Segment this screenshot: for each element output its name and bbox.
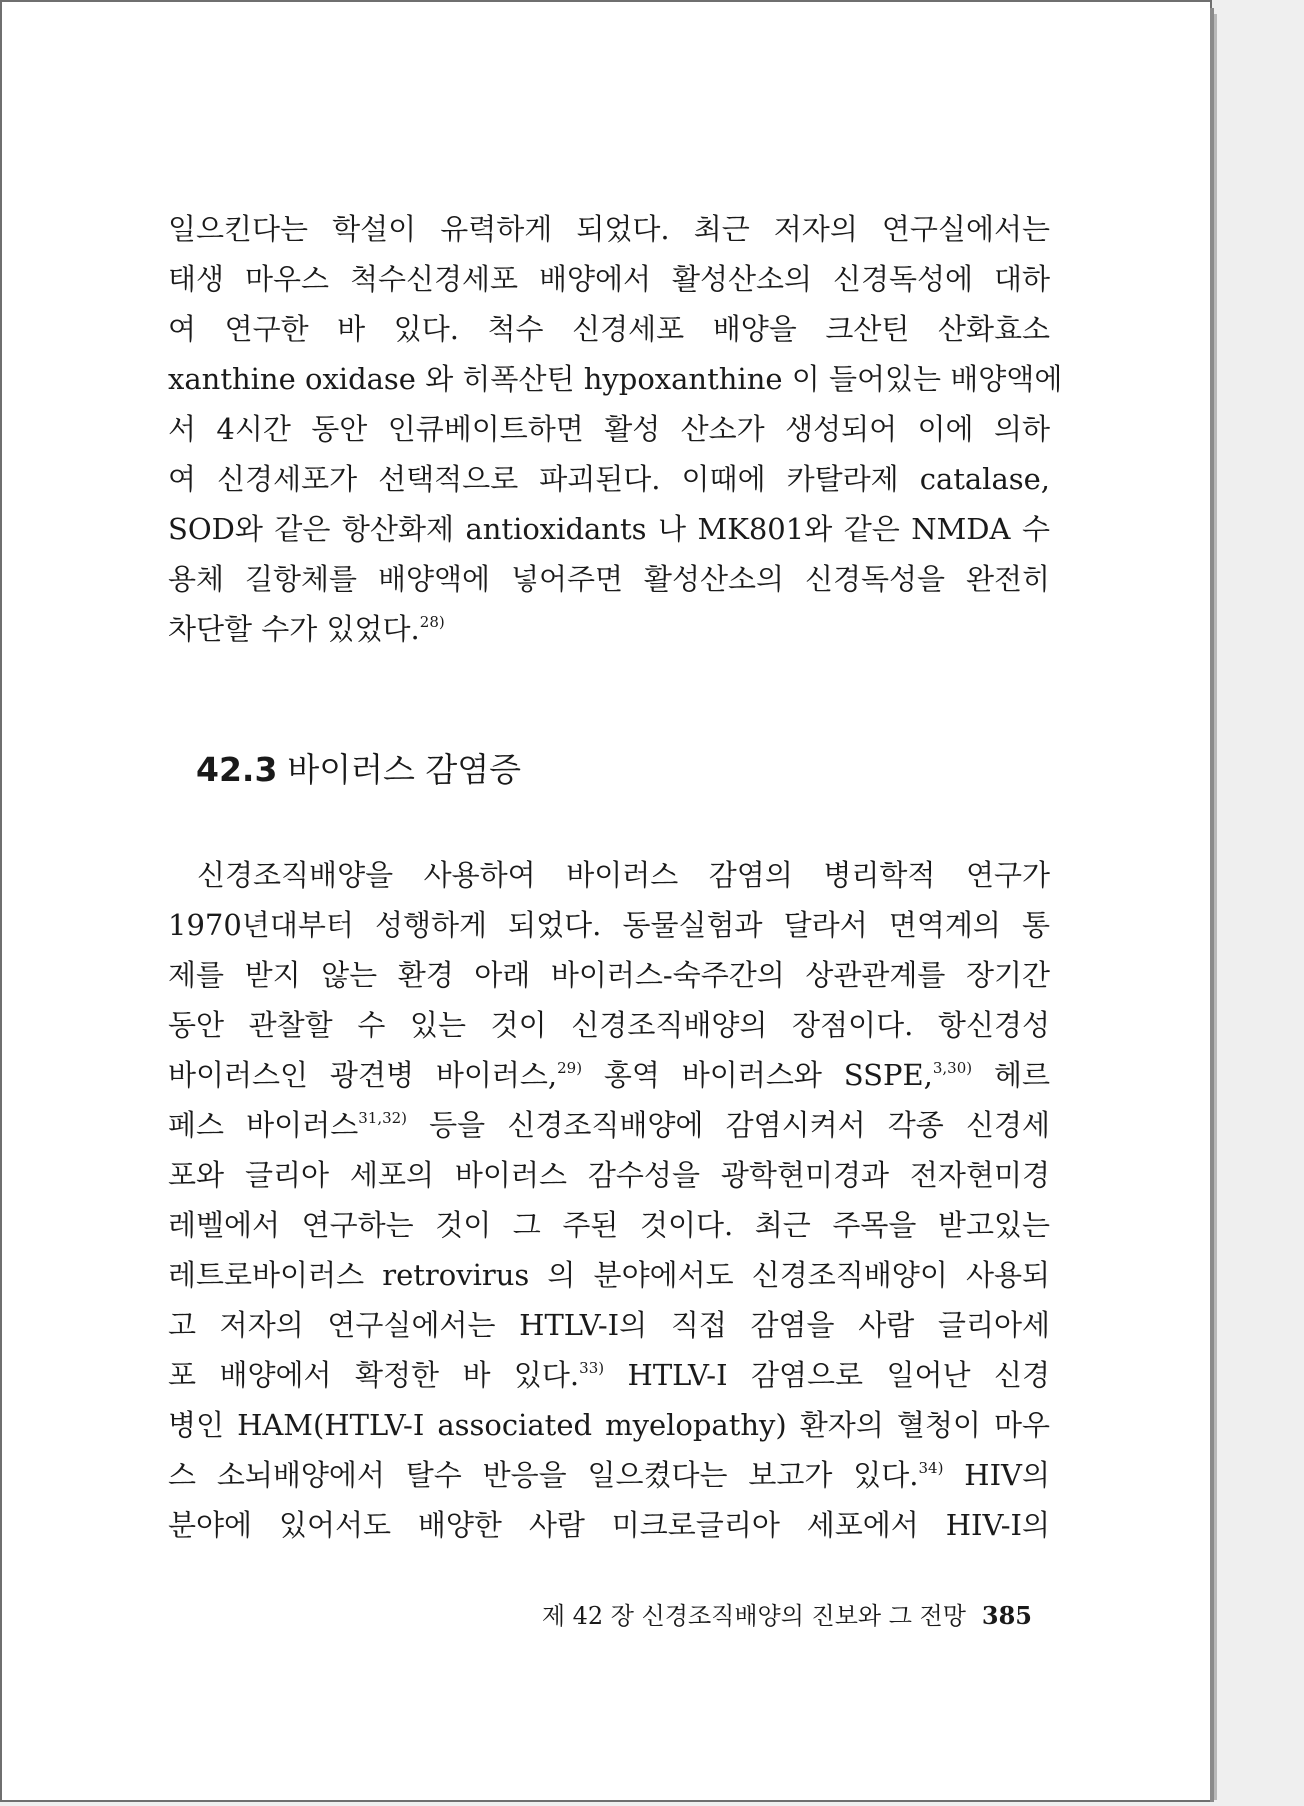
- page-number: 385: [981, 1601, 1032, 1630]
- text-line: 레트로바이러스 retrovirus 의 분야에서도 신경조직배양이 사용되: [168, 1258, 1050, 1292]
- text-fragment: 등을 신경조직배양에 감염시켜서 각종 신경세: [407, 1108, 1050, 1142]
- reference-marker: 29): [557, 1059, 583, 1077]
- text-fragment: 차단할 수가 있었다.: [168, 612, 420, 646]
- text-fragment: 포 배양에서 확정한 바 있다.: [168, 1358, 580, 1392]
- text-line: 1970년대부터 성행하게 되었다. 동물실험과 달라서 면역계의 통: [168, 908, 1050, 942]
- reference-marker: 28): [419, 613, 445, 631]
- text-line: 신경조직배양을 사용하여 바이러스 감염의 병리학적 연구가: [197, 858, 1050, 892]
- text-line: 고 저자의 연구실에서는 HTLV-I의 직접 감염을 사람 글리아세: [168, 1308, 1050, 1342]
- text-fragment: 스 소뇌배양에서 탈수 반응을 일으켰다는 보고가 있다.: [168, 1458, 919, 1492]
- section-title: 바이러스 감염증: [287, 750, 522, 789]
- section-number: 42.3: [196, 750, 278, 789]
- text-line: 레벨에서 연구하는 것이 그 주된 것이다. 최근 주목을 받고있는: [168, 1208, 1050, 1242]
- text-fragment: HTLV-I 감염으로 일어난 신경: [604, 1358, 1050, 1392]
- reference-marker: 34): [918, 1459, 944, 1477]
- text-fragment: 홍역 바이러스와 SSPE,: [582, 1058, 933, 1092]
- text-fragment: 페스 바이러스: [168, 1108, 359, 1142]
- text-line: 여 신경세포가 선택적으로 파괴된다. 이때에 카탈라제 catalase,: [168, 462, 1050, 496]
- reference-marker: 3,30): [932, 1059, 973, 1077]
- text-fragment: 헤르: [972, 1058, 1051, 1092]
- text-line: 포와 글리아 세포의 바이러스 감수성을 광학현미경과 전자현미경: [168, 1158, 1050, 1192]
- text-line: [168, 604, 1050, 654]
- text-line: 여 연구한 바 있다. 척수 신경세포 배양을 크산틴 산화효소: [168, 312, 1050, 346]
- text-line: [168, 1450, 1050, 1500]
- text-line: 병인 HAM(HTLV-I associated myelopathy) 환자의 혈청이 마우: [168, 1408, 1050, 1442]
- paragraph-viral-infection: [168, 850, 1050, 1550]
- paragraph-activated-oxygen: [168, 204, 1063, 654]
- text-line: [168, 1350, 1050, 1400]
- text-line: [168, 1050, 1050, 1100]
- text-line: 제를 받지 않는 환경 아래 바이러스-숙주간의 상관관계를 장기간: [168, 958, 1050, 992]
- section-heading: [196, 744, 521, 791]
- text-line: 용체 길항체를 배양액에 넣어주면 활성산소의 신경독성을 완전히: [168, 562, 1050, 596]
- text-fragment: 바이러스인 광견병 바이러스,: [168, 1058, 558, 1092]
- page-edge-shadow: [1214, 14, 1217, 1800]
- running-chapter-title: 제 42 장 신경조직배양의 진보와 그 전망: [541, 1602, 966, 1630]
- text-line: 일으킨다는 학설이 유력하게 되었다. 최근 저자의 연구실에서는: [168, 212, 1050, 246]
- text-line: [168, 1100, 1050, 1150]
- text-line: 동안 관찰할 수 있는 것이 신경조직배양의 장점이다. 항신경성: [168, 1008, 1050, 1042]
- page-footer: [492, 1596, 1032, 1631]
- text-line: 태생 마우스 척수신경세포 배양에서 활성산소의 신경독성에 대하: [168, 262, 1050, 296]
- text-line: 분야에 있어서도 배양한 사람 미크로글리아 세포에서 HIV-I의: [168, 1508, 1050, 1542]
- reference-marker: 31,32): [358, 1109, 408, 1127]
- text-line: xanthine oxidase 와 히폭산틴 hypoxanthine 이 들어있는 배양액에: [168, 362, 1063, 396]
- text-line: 서 4시간 동안 인큐베이트하면 활성 산소가 생성되어 이에 의하: [168, 412, 1050, 446]
- reference-marker: 33): [579, 1359, 605, 1377]
- text-line: SOD와 같은 항산화제 antioxidants 나 MK801와 같은 NMDA 수: [168, 512, 1050, 546]
- text-fragment: HIV의: [943, 1458, 1051, 1492]
